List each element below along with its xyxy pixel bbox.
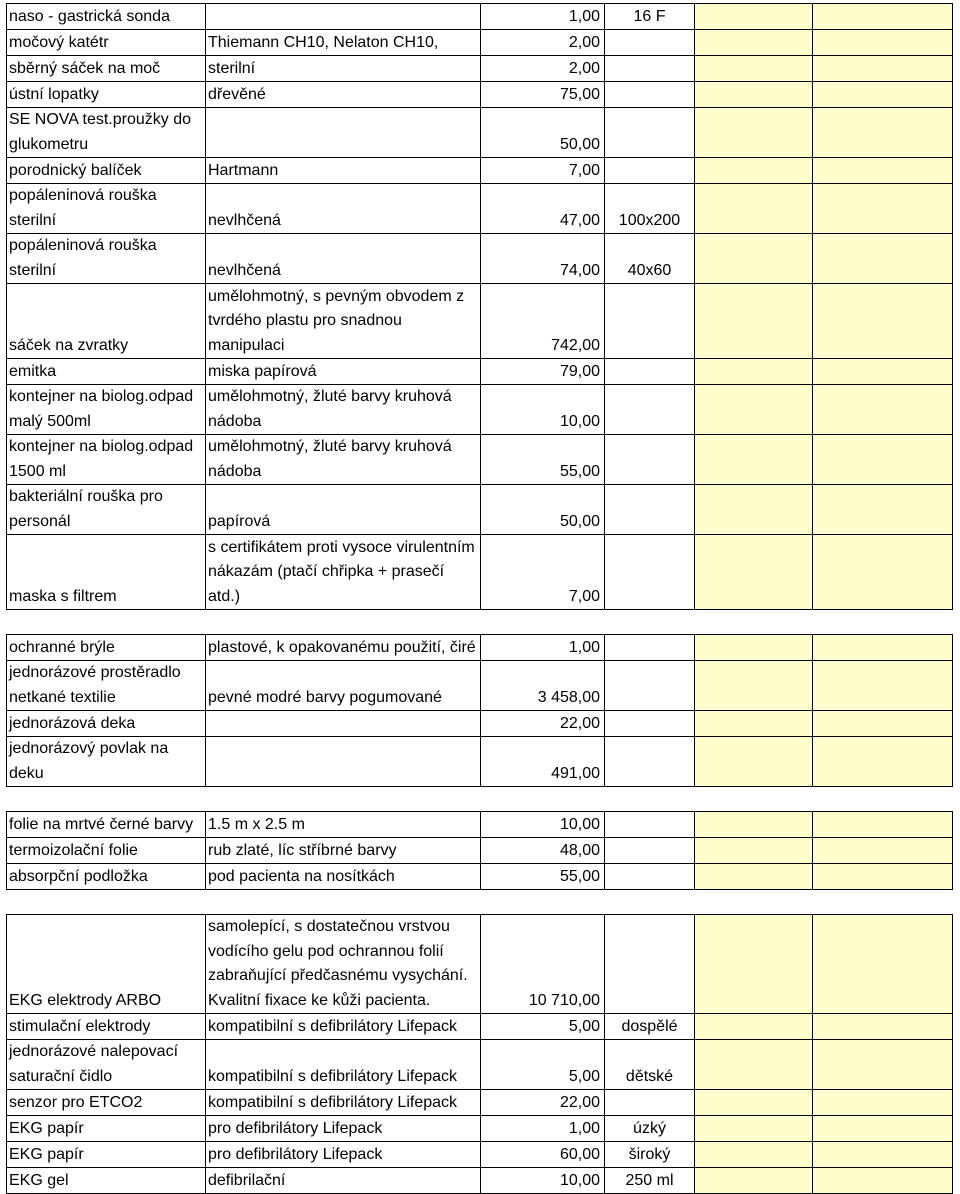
item-description-cell: umělohmotný, s pevným obvodem z tvrdého plastu pro snadnou manipulaci: [206, 284, 481, 359]
item-size-cell: [605, 359, 695, 385]
item-size-cell: [605, 661, 695, 711]
table-row: [7, 30, 953, 56]
item-description-cell: papírová: [206, 485, 481, 535]
input-cell[interactable]: [695, 1142, 813, 1168]
input-cell[interactable]: [695, 435, 813, 485]
input-cell[interactable]: [813, 838, 953, 864]
input-cell[interactable]: [695, 737, 813, 787]
item-name-cell: jednorázový povlak na deku: [7, 737, 206, 787]
item-price-cell: 2,00: [481, 56, 605, 82]
item-name-cell: ústní lopatky: [7, 82, 206, 108]
item-size-cell: [605, 82, 695, 108]
item-name-cell: EKG papír: [7, 1142, 206, 1168]
table-row: [7, 711, 953, 737]
input-cell[interactable]: [695, 82, 813, 108]
table-row: [7, 359, 953, 385]
spacer-row: [7, 610, 953, 635]
item-name-cell: popáleninová rouška sterilní: [7, 234, 206, 284]
item-price-cell: 10,00: [481, 1168, 605, 1194]
item-size-cell: [605, 812, 695, 838]
input-cell[interactable]: [813, 661, 953, 711]
item-description-cell: plastové, k opakovanému použití, čiré: [206, 635, 481, 661]
item-description-cell: nevlhčená: [206, 184, 481, 234]
item-name-cell: jednorázové prostěradlo netkané textilie: [7, 661, 206, 711]
item-name-cell: porodnický balíček: [7, 158, 206, 184]
input-cell[interactable]: [813, 435, 953, 485]
table-row: [7, 838, 953, 864]
item-description-cell: [206, 108, 481, 158]
item-name-cell: emitka: [7, 359, 206, 385]
item-name-cell: sáček na zvratky: [7, 284, 206, 359]
input-cell[interactable]: [695, 158, 813, 184]
input-cell[interactable]: [695, 535, 813, 610]
item-description-cell: defibrilační: [206, 1168, 481, 1194]
input-cell[interactable]: [695, 838, 813, 864]
item-name-cell: popáleninová rouška sterilní: [7, 184, 206, 234]
input-cell[interactable]: [813, 1168, 953, 1194]
item-size-cell: úzký: [605, 1116, 695, 1142]
item-price-cell: 50,00: [481, 485, 605, 535]
item-size-cell: [605, 158, 695, 184]
item-name-cell: EKG gel: [7, 1168, 206, 1194]
input-cell[interactable]: [695, 284, 813, 359]
table-row: [7, 1168, 953, 1194]
input-cell[interactable]: [695, 108, 813, 158]
table-row: [7, 184, 953, 234]
item-size-cell: [605, 108, 695, 158]
input-cell[interactable]: [695, 915, 813, 1014]
item-description-cell: umělohmotný, žluté barvy kruhová nádoba: [206, 435, 481, 485]
item-size-cell: [605, 284, 695, 359]
input-cell[interactable]: [813, 30, 953, 56]
item-description-cell: dřevěné: [206, 82, 481, 108]
item-name-cell: sběrný sáček na moč: [7, 56, 206, 82]
table-row: [7, 635, 953, 661]
input-cell[interactable]: [813, 4, 953, 30]
item-price-cell: 55,00: [481, 864, 605, 890]
item-description-cell: Thiemann CH10, Nelaton CH10,: [206, 30, 481, 56]
item-description-cell: pro defibrilátory Lifepack: [206, 1116, 481, 1142]
item-description-cell: rub zlaté, líc stříbrné barvy: [206, 838, 481, 864]
item-size-cell: dětské: [605, 1040, 695, 1090]
input-cell[interactable]: [695, 485, 813, 535]
item-description-cell: s certifikátem proti vysoce virulentním nákazám (ptačí chřipka + prasečí atd.): [206, 535, 481, 610]
table-row: [7, 864, 953, 890]
item-price-cell: 5,00: [481, 1040, 605, 1090]
item-price-cell: 22,00: [481, 711, 605, 737]
item-size-cell: 40x60: [605, 234, 695, 284]
input-cell[interactable]: [695, 359, 813, 385]
item-size-cell: [605, 864, 695, 890]
item-description-cell: [206, 4, 481, 30]
item-price-cell: 5,00: [481, 1014, 605, 1040]
item-size-cell: 100x200: [605, 184, 695, 234]
item-name-cell: maska s filtrem: [7, 535, 206, 610]
item-description-cell: kompatibilní s defibrilátory Lifepack: [206, 1090, 481, 1116]
input-cell[interactable]: [695, 711, 813, 737]
input-cell[interactable]: [695, 385, 813, 435]
table-row: [7, 56, 953, 82]
input-cell[interactable]: [695, 4, 813, 30]
item-price-cell: 7,00: [481, 158, 605, 184]
input-cell[interactable]: [695, 1014, 813, 1040]
item-description-cell: pevné modré barvy pogumované: [206, 661, 481, 711]
table-row: [7, 234, 953, 284]
item-description-cell: umělohmotný, žluté barvy kruhová nádoba: [206, 385, 481, 435]
order-sheet: [6, 3, 953, 1194]
item-price-cell: 10,00: [481, 812, 605, 838]
table-row: [7, 737, 953, 787]
item-name-cell: jednorázová deka: [7, 711, 206, 737]
input-cell[interactable]: [813, 1040, 953, 1090]
item-price-cell: 60,00: [481, 1142, 605, 1168]
item-name-cell: SE NOVA test.proužky do glukometru: [7, 108, 206, 158]
table-row: [7, 661, 953, 711]
input-cell[interactable]: [813, 1090, 953, 1116]
item-size-cell: [605, 838, 695, 864]
item-price-cell: 74,00: [481, 234, 605, 284]
table-row: [7, 385, 953, 435]
item-size-cell: [605, 535, 695, 610]
spacer-row: [7, 890, 953, 915]
input-cell[interactable]: [813, 737, 953, 787]
table-row: [7, 435, 953, 485]
item-size-cell: [605, 485, 695, 535]
table-row: [7, 108, 953, 158]
input-cell[interactable]: [813, 359, 953, 385]
item-name-cell: jednorázové nalepovací saturační čidlo: [7, 1040, 206, 1090]
input-cell[interactable]: [695, 1116, 813, 1142]
item-description-cell: nevlhčená: [206, 234, 481, 284]
item-description-cell: Hartmann: [206, 158, 481, 184]
input-cell[interactable]: [695, 30, 813, 56]
item-size-cell: [605, 30, 695, 56]
input-cell[interactable]: [695, 635, 813, 661]
item-size-cell: [605, 56, 695, 82]
item-size-cell: [605, 737, 695, 787]
item-description-cell: 1.5 m x 2.5 m: [206, 812, 481, 838]
spacer-row: [7, 787, 953, 812]
item-description-cell: kompatibilní s defibrilátory Lifepack: [206, 1014, 481, 1040]
table-row: [7, 812, 953, 838]
item-name-cell: močový katétr: [7, 30, 206, 56]
item-price-cell: 2,00: [481, 30, 605, 56]
item-price-cell: 1,00: [481, 635, 605, 661]
item-description-cell: pro defibrilátory Lifepack: [206, 1142, 481, 1168]
input-cell[interactable]: [813, 635, 953, 661]
input-cell[interactable]: [695, 184, 813, 234]
item-size-cell: [605, 385, 695, 435]
item-name-cell: EKG elektrody ARBO: [7, 915, 206, 1014]
item-size-cell: 16 F: [605, 4, 695, 30]
input-cell[interactable]: [813, 1116, 953, 1142]
item-size-cell: 250 ml: [605, 1168, 695, 1194]
item-name-cell: ochranné brýle: [7, 635, 206, 661]
table-row: [7, 1014, 953, 1040]
item-name-cell: senzor pro ETCO2: [7, 1090, 206, 1116]
item-description-cell: [206, 711, 481, 737]
input-cell[interactable]: [695, 1040, 813, 1090]
input-cell[interactable]: [813, 915, 953, 1014]
item-price-cell: 10 710,00: [481, 915, 605, 1014]
input-cell[interactable]: [813, 385, 953, 435]
table-row: [7, 4, 953, 30]
item-description-cell: miska papírová: [206, 359, 481, 385]
table-row: [7, 82, 953, 108]
table-row: [7, 1040, 953, 1090]
item-price-cell: 55,00: [481, 435, 605, 485]
input-cell[interactable]: [813, 864, 953, 890]
item-name-cell: EKG papír: [7, 1116, 206, 1142]
item-name-cell: absorpční podložka: [7, 864, 206, 890]
item-size-cell: [605, 435, 695, 485]
item-name-cell: naso - gastrická sonda: [7, 4, 206, 30]
item-description-cell: pod pacienta na nosítkách: [206, 864, 481, 890]
item-description-cell: [206, 737, 481, 787]
input-cell[interactable]: [813, 1014, 953, 1040]
table-row: [7, 1142, 953, 1168]
input-cell[interactable]: [813, 56, 953, 82]
input-cell[interactable]: [813, 82, 953, 108]
item-description-cell: sterilní: [206, 56, 481, 82]
input-cell[interactable]: [695, 864, 813, 890]
item-size-cell: [605, 1090, 695, 1116]
item-name-cell: kontejner na biolog.odpad 1500 ml: [7, 435, 206, 485]
item-name-cell: bakteriální rouška pro personál: [7, 485, 206, 535]
input-cell[interactable]: [813, 535, 953, 610]
input-cell[interactable]: [813, 812, 953, 838]
item-price-cell: 75,00: [481, 82, 605, 108]
input-cell[interactable]: [813, 108, 953, 158]
table-row: [7, 284, 953, 359]
table-row: [7, 485, 953, 535]
table-row: [7, 1090, 953, 1116]
table-row: [7, 158, 953, 184]
item-price-cell: 742,00: [481, 284, 605, 359]
input-cell[interactable]: [813, 284, 953, 359]
input-cell[interactable]: [695, 1090, 813, 1116]
input-cell[interactable]: [813, 485, 953, 535]
input-cell[interactable]: [695, 1168, 813, 1194]
item-price-cell: 50,00: [481, 108, 605, 158]
input-cell[interactable]: [813, 711, 953, 737]
item-size-cell: [605, 915, 695, 1014]
item-price-cell: 79,00: [481, 359, 605, 385]
item-name-cell: folie na mrtvé černé barvy: [7, 812, 206, 838]
input-cell[interactable]: [695, 812, 813, 838]
input-cell[interactable]: [695, 234, 813, 284]
item-price-cell: 3 458,00: [481, 661, 605, 711]
item-size-cell: [605, 635, 695, 661]
item-price-cell: 22,00: [481, 1090, 605, 1116]
item-description-cell: kompatibilní s defibrilátory Lifepack: [206, 1040, 481, 1090]
input-cell[interactable]: [695, 56, 813, 82]
table-row: [7, 1116, 953, 1142]
item-price-cell: 1,00: [481, 4, 605, 30]
item-name-cell: termoizolační folie: [7, 838, 206, 864]
item-price-cell: 48,00: [481, 838, 605, 864]
item-size-cell: dospělé: [605, 1014, 695, 1040]
input-cell[interactable]: [813, 184, 953, 234]
item-description-cell: samolepící, s dostatečnou vrstvou vodícího gelu pod ochrannou folií zabraňující předčasnému vysychání. Kvalitní fixace ke kůži pacienta.: [206, 915, 481, 1014]
table-row: [7, 915, 953, 1014]
input-cell[interactable]: [813, 158, 953, 184]
input-cell[interactable]: [813, 234, 953, 284]
table-row: [7, 535, 953, 610]
item-price-cell: 491,00: [481, 737, 605, 787]
item-price-cell: 1,00: [481, 1116, 605, 1142]
item-size-cell: široký: [605, 1142, 695, 1168]
item-price-cell: 7,00: [481, 535, 605, 610]
item-name-cell: stimulační elektrody: [7, 1014, 206, 1040]
item-price-cell: 10,00: [481, 385, 605, 435]
item-name-cell: kontejner na biolog.odpad malý 500ml: [7, 385, 206, 435]
input-cell[interactable]: [695, 661, 813, 711]
input-cell[interactable]: [813, 1142, 953, 1168]
item-price-cell: 47,00: [481, 184, 605, 234]
item-size-cell: [605, 711, 695, 737]
